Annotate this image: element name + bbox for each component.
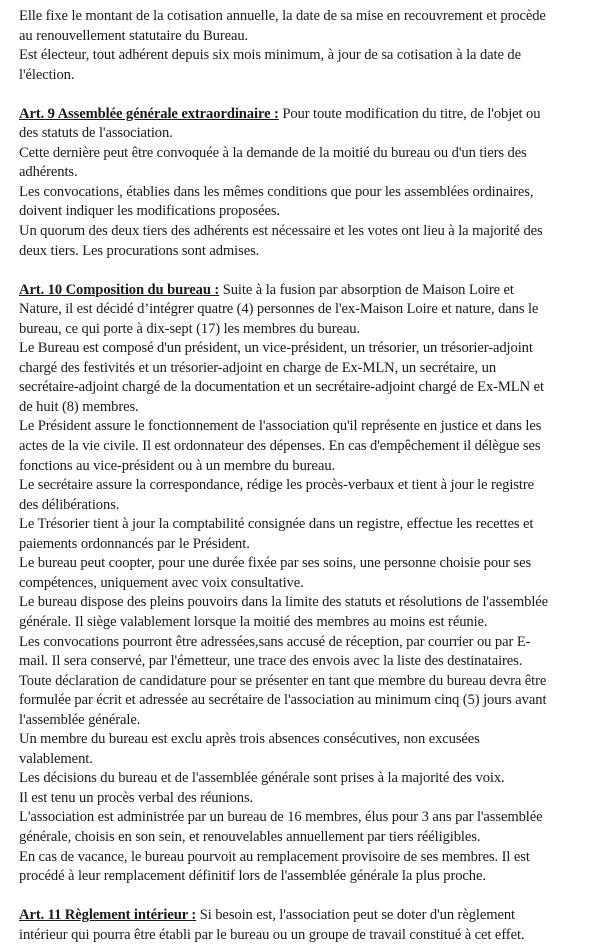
text-line: Cette dernière peut être convoquée à la demande de la moitié du bureau ou d'un tiers des [19,144,527,161]
text-line: Le Bureau est composé d'un président, un vice-président, un trésorier, un trésorier-adjoint [19,340,533,357]
text-line: l'élection. [19,66,75,83]
article-10 [19,281,594,887]
article-heading: Art. 11 Règlement intérieur : [19,907,197,924]
text-line: Elle fixe le montant de la cotisation annuelle, la date de sa mise en recouvrement et procède [19,8,546,24]
article-heading: Art. 9 Assemblée générale extraordinaire : [19,105,279,122]
spacer [19,261,594,281]
text-line: compétences, uniquement avec voix consultative. [19,574,304,591]
text-line: Un membre du bureau est exclu après trois absences consécutives, non excusées [19,731,480,748]
text-line: paiements ordonnancés par le Président. [19,535,250,552]
document-page [19,7,594,945]
text-line: fonctions au vice-président ou à un membre du bureau. [19,457,336,474]
spacer [19,887,594,907]
text-line: valablement. [19,750,93,767]
article-text: Suite à la fusion par absorption de Maison Loire et [219,281,514,298]
text-line: Nature, il est décidé d’intégrer quatre (4) personnes de l'ex-Maison Loire et nature, dans le [19,301,539,318]
article-11 [19,906,594,945]
text-line: Toute déclaration de candidature pour se présenter en tant que membre du bureau devra être [19,672,547,689]
text-line: procédé à leur remplacement définitif lors de l'assemblée générale la plus proche. [19,868,486,885]
article-heading: Art. 10 Composition du bureau : [19,281,220,298]
article-first-line [19,281,594,301]
text-line: au renouvellement statutaire du Bureau. [19,27,249,44]
text-line: Le bureau peut coopter, pour une durée fixée par ses soins, une personne choisie pour ses [19,555,532,572]
text-line: deux tiers. Les procurations sont admises. [19,242,260,259]
text-line: actes de la vie civile. Il est ordonnateur des dépenses. En cas d'empêchement il délègue ses [19,438,541,455]
text-line: de huit (8) membres. [19,398,139,415]
text-line: intérieur qui pourra être établi par le bureau ou un groupe de travail constitué à cet effet. [19,926,525,943]
intro-section [19,7,594,85]
text-line: mail. Il sera conservé, par l'émetteur, une trace des envois avec la liste des destinataires. [19,653,523,670]
text-line: doivent indiquer les modifications proposées. [19,203,280,220]
article-9 [19,105,594,261]
article-text: Si besoin est, l'association peut se doter d'un règlement [196,907,516,924]
text-line: Les convocations pourront être adressées,sans accusé de réception, par courrier ou par E- [19,633,531,650]
text-line: L'association est administrée par un bureau de 16 membres, élus pour 3 ans par l'assemblée [19,809,543,826]
text-line: des statuts de l'association. [19,125,173,142]
text-line: En cas de vacance, le bureau pourvoit au remplacement provisoire de ses membres. Il est [19,848,530,865]
spacer [19,85,594,105]
article-first-line [19,906,594,926]
text-line: générale. Il siège valablement lorsque la moitié des membres au moins est réunie. [19,613,488,630]
text-line: secrétaire-adjoint chargé de la documentation et un secrétaire-adjoint chargé de Ex-MLN et [19,379,544,396]
text-line: générale, choisis en son sein, et renouvelables annuellement par tiers rééligibles. [19,828,481,845]
text-line: bureau, ce qui porte à dix-sept (17) les membres du bureau. [19,320,360,337]
text-line: Il est tenu un procès verbal des réunions. [19,789,254,806]
text-line: Un quorum des deux tiers des adhérents est nécessaire et les votes ont lieu à la majorité des [19,223,543,240]
text-line: l'assemblée générale. [19,711,141,728]
text-line: chargé des festivités et un trésorier-adjoint en charge de Ex-MLN, un secrétaire, un [19,359,497,376]
text-line: Le Président assure le fonctionnement de l'association qu'il représente en justice et dans les [19,418,542,435]
text-line: Le bureau dispose des pleins pouvoirs dans la limite des statuts et résolutions de l'assemblée [19,594,549,611]
text-line: Les décisions du bureau et de l'assemblée générale sont prises à la majorité des voix. [19,770,505,787]
text-line: formulée par écrit et adressée au secrétaire de l'association au minimum cinq (5) jours avant [19,692,547,709]
text-line: Le secrétaire assure la correspondance, rédige les procès-verbaux et tient à jour le registre [19,477,535,494]
text-line: Est électeur, tout adhérent depuis six mois minimum, à jour de sa cotisation à la date de [19,47,521,64]
text-line: Les convocations, établies dans les mêmes conditions que pour les assemblées ordinaires, [19,183,534,200]
text-line: adhérents. [19,164,78,181]
article-text: Pour toute modification du titre, de l'objet ou [278,105,541,122]
text-line: Le Trésorier tient à jour la comptabilité consignée dans un registre, effectue les recettes et [19,516,534,533]
text-line: des délibérations. [19,496,120,513]
article-first-line [19,105,594,125]
